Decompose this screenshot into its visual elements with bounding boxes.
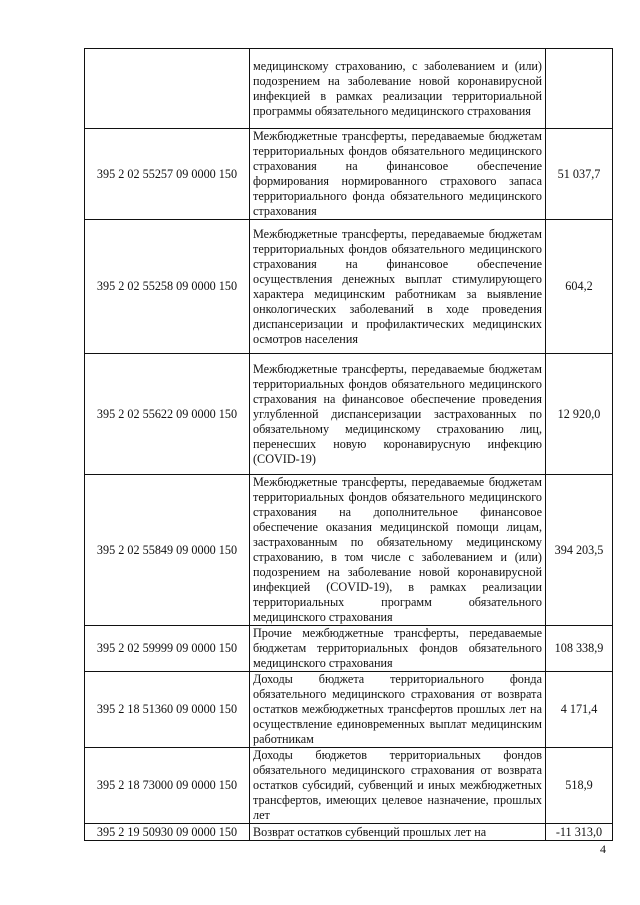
amount-cell: 518,9 [546,748,613,824]
amount-cell: 394 203,5 [546,475,613,626]
description-cell: Межбюджетные трансферты, передаваемые бюджетам территориальных фондов обязательного медицинского страхования на финансовое обеспечение осуществления денежных выплат стимулирующего характера медицинским работникам за выявление онкологических заболеваний в ходе проведения диспансеризации и профилактических медицинских осмотров населения [250,220,546,354]
table-row [85,672,613,748]
amount-cell: 12 920,0 [546,354,613,475]
table-row [85,824,613,841]
description-cell: Доходы бюджета территориального фонда обязательного медицинского страхования от возврата остатков межбюджетных трансфертов прошлых лет на осуществление единовременных выплат медицинским работникам [250,672,546,748]
amount-cell: 604,2 [546,220,613,354]
budget-code-cell: 395 2 02 55257 09 0000 150 [85,129,250,220]
budget-code-cell: 395 2 02 55849 09 0000 150 [85,475,250,626]
description-cell: Межбюджетные трансферты, передаваемые бюджетам территориальных фондов обязательного медицинского страхования на дополнительное финансовое обеспечение оказания медицинской помощи лицам, застрахованным по обязательному медицинскому страхованию, в том числе с заболеванием и (или) подозрением на заболевание новой коронавирусной инфекцией (COVID-19), в рамках реализации территориальных программ обязательного медицинского страхования [250,475,546,626]
description-cell: Доходы бюджетов территориальных фондов обязательного медицинского страхования от возврата остатков субсидий, субвенций и иных межбюджетных трансфертов, имеющих целевое назначение, прошлых лет [250,748,546,824]
budget-code-cell [85,49,250,129]
budget-code-cell: 395 2 18 51360 09 0000 150 [85,672,250,748]
table-row [85,748,613,824]
budget-revenue-table [84,48,613,841]
description-cell: Прочие межбюджетные трансферты, передаваемые бюджетам территориальных фондов обязательного медицинского страхования [250,626,546,672]
amount-cell: 51 037,7 [546,129,613,220]
table-row [85,475,613,626]
table-row [85,49,613,129]
table-row [85,354,613,475]
budget-code-cell: 395 2 19 50930 09 0000 150 [85,824,250,841]
description-cell: Возврат остатков субвенций прошлых лет на [250,824,546,841]
budget-code-cell: 395 2 02 55258 09 0000 150 [85,220,250,354]
description-cell: Межбюджетные трансферты, передаваемые бюджетам территориальных фондов обязательного медицинского страхования на финансовое обеспечение формирования нормированного страхового запаса территориального фонда обязательного медицинского страхования [250,129,546,220]
table-row [85,220,613,354]
amount-cell: 4 171,4 [546,672,613,748]
page-number: 4 [600,842,606,856]
budget-code-cell: 395 2 02 55622 09 0000 150 [85,354,250,475]
amount-cell: -11 313,0 [546,824,613,841]
table-row [85,626,613,672]
amount-cell [546,49,613,129]
description-cell: Межбюджетные трансферты, передаваемые бюджетам территориальных фондов обязательного медицинского страхования на финансовое обеспечение проведения углубленной диспансеризации застрахованных по обязательному медицинскому страхованию лиц, перенесших новую коронавирусную инфекцию (COVID-19) [250,354,546,475]
table-row [85,129,613,220]
description-cell: медицинскому страхованию, с заболеванием и (или) подозрением на заболевание новой коронавирусной инфекцией в рамках реализации территориальной программы обязательного медицинского страхования [250,49,546,129]
amount-cell: 108 338,9 [546,626,613,672]
budget-code-cell: 395 2 18 73000 09 0000 150 [85,748,250,824]
budget-code-cell: 395 2 02 59999 09 0000 150 [85,626,250,672]
